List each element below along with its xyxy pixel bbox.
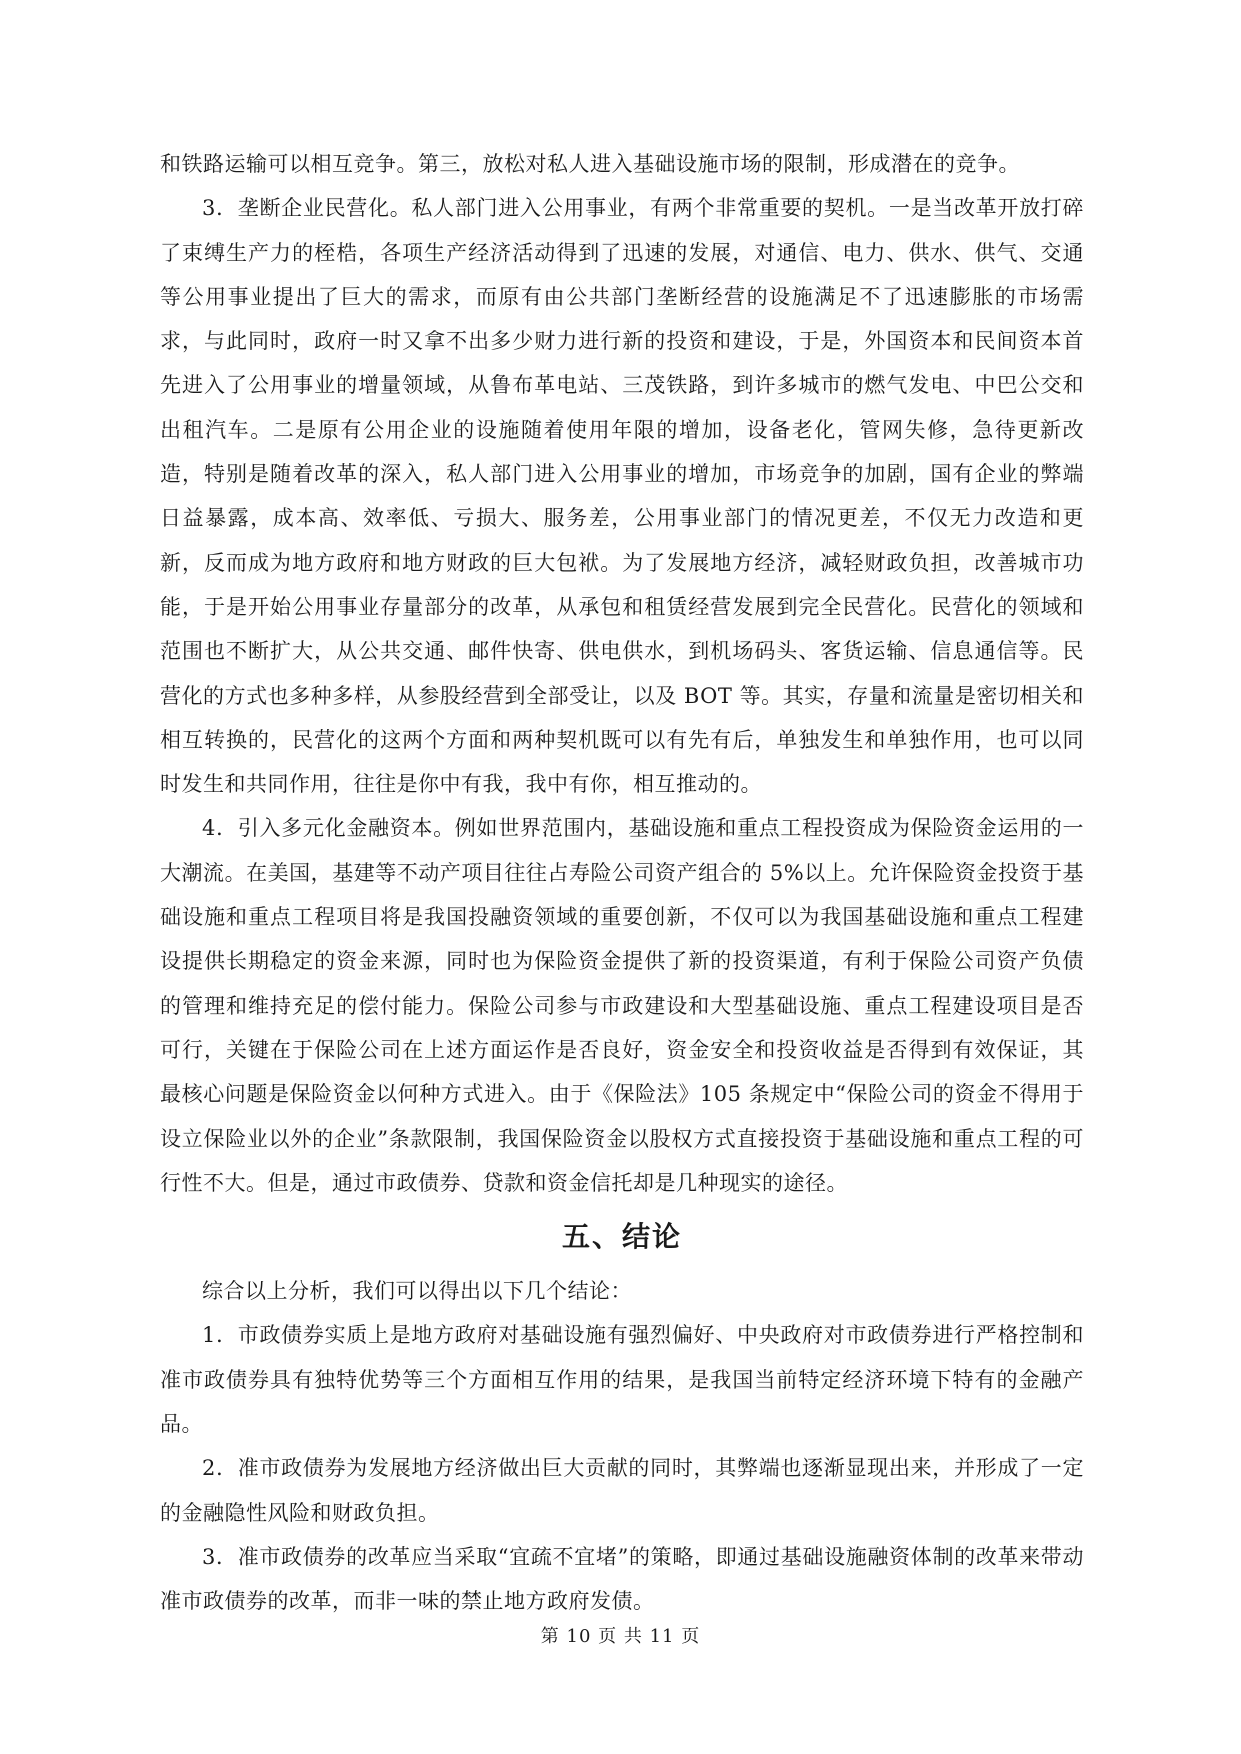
paragraph-conclusion-3: 3．准市政债券的改革应当采取“宜疏不宜堵”的策略，即通过基础设施融资体制的改革来带动准市政债券的改革，而非一味的禁止地方政府发债。 — [160, 1544, 1084, 1614]
paragraph-conclusion-2: 2．准市政债券为发展地方经济做出巨大贡献的同时，其弊端也逐渐显现出来，并形成了一定的金融隐性风险和财政负担。 — [160, 1456, 1084, 1525]
section-heading-conclusion: 五、结论 — [561, 1220, 682, 1254]
page-footer: 第 10 页 共 11 页 — [540, 1626, 701, 1647]
document-body — [160, 142, 1084, 1624]
paragraph-conclusion-1: 1．市政债券实质上是地方政府对基础设施有强烈偏好、中央政府对市政债券进行严格控制和准市政债券具有独特优势等三个方面相互作用的结果，是我国当前特定经济环境下特有的金融产品。 — [160, 1323, 1084, 1437]
paragraph-conclusion-intro: 综合以上分析，我们可以得出以下几个结论： — [202, 1279, 632, 1304]
paragraph-continued: 和铁路运输可以相互竞争。第三，放松对私人进入基础设施市场的限制，形成潜在的竞争。 — [160, 152, 1020, 176]
paragraph-item-4: 4．引入多元化金融资本。例如世界范围内，基础设施和重点工程投资成为保险资金运用的一大潮流。在美国，基建等不动产项目往往占寿险公司资产组合的 5%以上。允许保险资金投资于基础设施和重点工程项目将是我国投融资领域的重要创新，不仅可以为我国基础设施和重点工程建设提供长期稳定的资金来源，同时也为保险资金提供了新的投资渠道，有利于保险公司资产负债的管理和维持充足的偿付能力。保险公司参与市政建设和大型基础设施、重点工程建设项目是否可行，关键在于保险公司在上述方面运作是否良好，资金安全和投资收益是否得到有效保证，其最核心问题是保险资金以何种方式进入。由于《保险法》105 条规定中“保险公司的资金不得用于设立保险业以外的企业”条款限制，我国保险资金以股权方式直接投资于基础设施和重点工程的可行性不大。但是，通过市政债券、贷款和资金信托却是几种现实的途径。 — [160, 816, 1084, 1195]
paragraph-item-3: 3．垄断企业民营化。私人部门进入公用事业，有两个非常重要的契机。一是当改革开放打碎了束缚生产力的桎梏，各项生产经济活动得到了迅速的发展，对通信、电力、供水、供气、交通等公用事业提出了巨大的需求，而原有由公共部门垄断经营的设施满足不了迅速膨胀的市场需求，与此同时，政府一时又拿不出多少财力进行新的投资和建设，于是，外国资本和民间资本首先进入了公用事业的增量领域，从鲁布革电站、三茂铁路，到许多城市的燃气发电、中巴公交和出租汽车。二是原有公用企业的设施随着使用年限的增加，设备老化，管网失修，急待更新改造，特别是随着改革的深入，私人部门进入公用事业的增加，市场竞争的加剧，国有企业的弊端日益暴露，成本高、效率低、亏损大、服务差，公用事业部门的情况更差，不仅无力改造和更新，反而成为地方政府和地方财政的巨大包袱。为了发展地方经济，减轻财政负担，改善城市功能，于是开始公用事业存量部分的改革，从承包和租赁经营发展到完全民营化。民营化的领域和范围也不断扩大，从公共交通、邮件快寄、供电供水，到机场码头、客货运输、信息通信等。民营化的方式也多种多样，从参股经营到全部受让，以及 BOT 等。其实，存量和流量是密切相关和相互转换的，民营化的这两个方面和两种契机既可以有先有后，单独发生和单独作用，也可以同时发生和共同作用，往往是你中有我，我中有你，相互推动的。 — [160, 196, 1084, 797]
